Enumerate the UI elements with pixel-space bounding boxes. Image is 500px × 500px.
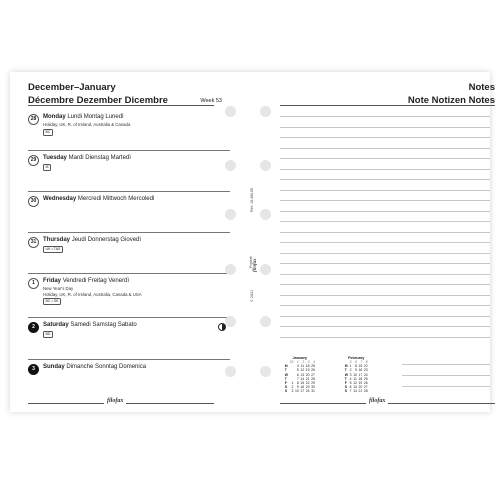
notes-title-translations: Note Notizen Notes <box>407 95 495 106</box>
calendar-day: 19 <box>358 381 363 386</box>
calendar-day: 7 <box>296 376 299 381</box>
calendar-day: 26 <box>363 381 368 386</box>
punch-hole <box>260 316 271 327</box>
week-number: Week 53 <box>200 98 222 104</box>
notes-line <box>280 200 490 201</box>
binder-holes-right <box>260 72 272 412</box>
weekday-label: T <box>344 368 347 373</box>
punch-hole <box>260 209 271 220</box>
calendar-day: 6 <box>349 385 352 390</box>
notes-line <box>280 284 490 285</box>
calendar-day: 18 <box>305 364 310 369</box>
calendar-day: 11 <box>300 364 305 369</box>
day-name: Friday <box>43 278 62 284</box>
day-number: 30 <box>28 196 39 207</box>
weekday-label: S <box>284 385 288 390</box>
punch-hole <box>225 209 236 220</box>
day-number: 31 <box>28 237 39 248</box>
calendar-day: 24 <box>363 372 368 377</box>
calendar-day: 23 <box>305 385 310 390</box>
day-number: 2 <box>28 322 39 333</box>
calendar-month: January <box>292 356 308 360</box>
calendar-day: 16 <box>300 385 305 390</box>
notes-line <box>280 211 490 212</box>
week-number: 5 <box>349 360 352 364</box>
day-name: Wednesday <box>43 196 77 202</box>
notes-line <box>280 232 490 233</box>
notes-line <box>280 221 490 222</box>
calendar-day: 16 <box>358 368 363 373</box>
calendar-day: 2 <box>349 368 352 373</box>
brand-logo: filofax <box>104 398 126 404</box>
day-name: Saturday <box>43 322 69 328</box>
calendar-day: 1 <box>349 364 352 369</box>
day-title <box>43 155 131 161</box>
day-number: 3 <box>28 364 39 375</box>
day-name: Tuesday <box>43 155 67 161</box>
weekday-label: S <box>344 389 348 394</box>
punch-hole <box>225 264 236 275</box>
region-badge: BD <box>43 331 53 338</box>
punch-hole <box>260 160 271 171</box>
calendar-day: 27 <box>363 385 368 390</box>
day-translations: Jeudi Donnerstag Giovedì <box>71 237 142 243</box>
notes-line <box>280 116 490 117</box>
day-title <box>43 322 137 328</box>
calendar-day: 1 <box>291 381 294 386</box>
weekday-label: S <box>284 389 288 394</box>
day-title <box>43 237 141 243</box>
day-row[interactable] <box>28 233 214 274</box>
calendar-day: 15 <box>300 381 305 386</box>
day-translations: Lundi Montag Lunedì <box>67 114 124 120</box>
calendar-day: 7 <box>349 389 352 394</box>
day-title <box>43 278 129 284</box>
day-note: New Year's Day <box>43 286 74 291</box>
region-badge: BC <box>43 129 53 136</box>
size-label: Pocket <box>249 256 253 268</box>
day-name: Thursday <box>43 237 71 243</box>
mini-calendar <box>344 356 368 394</box>
calendar-day: 17 <box>358 372 363 377</box>
calendar-day: 4 <box>349 376 352 381</box>
calendar-day: 8 <box>354 364 357 369</box>
day-row[interactable] <box>28 274 214 318</box>
punch-hole <box>260 264 271 275</box>
calendar-day: 9 <box>354 368 357 373</box>
notes-line <box>280 179 490 180</box>
week-number: 7 <box>360 360 363 364</box>
calendar-day: 21 <box>305 376 310 381</box>
calendar-day: 31 <box>311 389 315 394</box>
week-number: 2 <box>302 360 305 364</box>
day-title <box>43 196 155 202</box>
calendar-day: 5 <box>296 368 299 373</box>
day-title <box>43 114 124 120</box>
calendar-day: 22 <box>305 381 310 386</box>
weekday-label: S <box>344 385 348 390</box>
notes-line <box>280 137 490 138</box>
notes-line <box>280 242 490 243</box>
copyright: © 2021 <box>250 289 254 302</box>
notes-page <box>280 72 495 412</box>
notes-line <box>280 169 490 170</box>
weekday-label: F <box>284 381 287 386</box>
calendar-day: 28 <box>363 389 368 394</box>
notes-title: Notes <box>468 82 495 93</box>
weekday-label: W <box>284 372 288 377</box>
calendar-day: 12 <box>353 381 357 386</box>
calendar-day: 14 <box>300 376 305 381</box>
weekday-label: F <box>344 381 347 386</box>
week-number: 53 <box>289 360 294 364</box>
calendar-day: 3 <box>291 389 294 394</box>
notes-line <box>280 127 490 128</box>
weekday-label: M <box>284 364 288 369</box>
calendar-day: 5 <box>349 381 352 386</box>
day-row[interactable] <box>28 192 214 233</box>
notes-line <box>280 305 490 306</box>
punch-hole <box>225 316 236 327</box>
calendar-day: 28 <box>311 376 315 381</box>
header-rule <box>28 105 214 106</box>
notes-line <box>280 190 490 191</box>
notes-line <box>402 375 490 376</box>
region-badge: BC • SK <box>43 298 61 305</box>
notes-line <box>402 364 490 365</box>
calendar-day: 24 <box>305 389 310 394</box>
weekday-label: M <box>344 364 348 369</box>
day-row[interactable] <box>28 151 214 192</box>
day-name: Monday <box>43 114 66 120</box>
region-badge: IE <box>43 164 51 171</box>
brand-logo: filofax <box>366 398 388 404</box>
punch-hole <box>260 366 271 377</box>
day-row[interactable] <box>28 318 214 360</box>
notes-line <box>280 326 490 327</box>
calendar-day: 13 <box>353 385 357 390</box>
calendar-day: 10 <box>294 389 299 394</box>
week-number: 4 <box>312 360 315 364</box>
calendar-day: 25 <box>311 364 315 369</box>
week-number: 8 <box>365 360 368 364</box>
diary-sheet <box>10 72 495 412</box>
calendar-day: 22 <box>363 364 368 369</box>
calendar-day: 10 <box>353 372 357 377</box>
calendar-day: 6 <box>296 372 299 377</box>
week-number: 6 <box>354 360 357 364</box>
day-number: 28 <box>28 114 39 125</box>
calendar-day: 15 <box>358 364 363 369</box>
day-translations: Mardi Dienstag Martedì <box>68 155 131 161</box>
weekday-label: T <box>344 376 347 381</box>
weekday-label: T <box>284 376 287 381</box>
calendar-day: 13 <box>300 372 305 377</box>
week-page <box>10 72 220 412</box>
calendar-day: 19 <box>305 368 310 373</box>
calendar-day: 21 <box>358 389 363 394</box>
notes-line <box>280 253 490 254</box>
weekday-label: T <box>284 368 287 373</box>
calendar-day: 2 <box>291 385 294 390</box>
calendar-day: 17 <box>300 389 305 394</box>
binder-holes-left <box>225 72 237 412</box>
calendar-day: 12 <box>300 368 305 373</box>
notes-line <box>280 316 490 317</box>
day-translations: Vendredi Freitag Venerdì <box>62 278 130 284</box>
day-name: Sunday <box>43 364 65 370</box>
notes-line <box>280 148 490 149</box>
brand-logo-vertical: filofax <box>253 258 258 272</box>
calendar-day: 20 <box>358 385 363 390</box>
calendar-day: 9 <box>296 385 299 390</box>
calendar-month: February <box>348 356 365 360</box>
notes-line <box>280 337 490 338</box>
day-row[interactable] <box>28 360 214 398</box>
notes-line <box>280 158 490 159</box>
region-badge: UK • TAS <box>43 246 63 253</box>
calendar-day: 18 <box>358 376 363 381</box>
notes-header-rule <box>280 105 495 106</box>
calendar-day: 27 <box>311 372 315 377</box>
notes-line <box>280 274 490 275</box>
day-translations: Samedi Samstag Sabato <box>70 322 137 328</box>
calendar-day: 25 <box>363 376 368 381</box>
mini-calendar <box>284 356 316 394</box>
notes-line <box>402 386 490 387</box>
day-note: Holiday, UK, R. of Ireland, Australia & Canada <box>43 122 131 127</box>
day-number: 1 <box>28 278 39 289</box>
week-number: 3 <box>307 360 310 364</box>
page-title: December–January <box>28 82 116 93</box>
day-number: 29 <box>28 155 39 166</box>
day-holiday-note: Holiday, UK, R. of Ireland, Australia, Canada & USA <box>43 291 142 297</box>
day-translations: Dimanche Sonntag Domenica <box>66 364 147 370</box>
punch-hole <box>260 106 271 117</box>
punch-hole <box>225 366 236 377</box>
calendar-day: 29 <box>311 381 315 386</box>
calendar-day: 3 <box>349 372 352 377</box>
weekday-label: W <box>344 372 348 377</box>
calendar-day: 23 <box>363 368 368 373</box>
page-title-translations: Décembre Dezember Dicembre <box>28 95 168 106</box>
punch-hole <box>225 160 236 171</box>
calendar-day: 14 <box>353 389 357 394</box>
day-title <box>43 364 146 370</box>
calendar-day: 11 <box>353 376 357 381</box>
calendar-day: 8 <box>296 381 299 386</box>
day-translations: Mercredi Mittwoch Mercoledì <box>77 196 155 202</box>
notes-line <box>280 263 490 264</box>
punch-hole <box>225 106 236 117</box>
day-row[interactable] <box>28 110 214 151</box>
reference-code: Ref: 16-68105 <box>250 187 254 212</box>
notes-line <box>280 295 490 296</box>
calendar-day: 4 <box>296 364 299 369</box>
calendar-day: 30 <box>311 385 315 390</box>
week-number: 1 <box>296 360 299 364</box>
calendar-day: 26 <box>311 368 315 373</box>
calendar-day: 20 <box>305 372 310 377</box>
